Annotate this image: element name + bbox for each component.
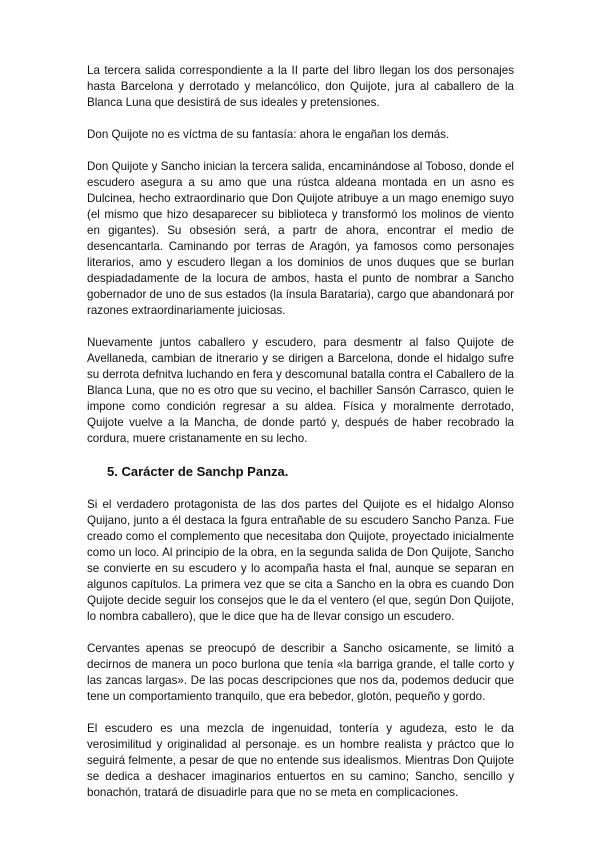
paragraph-sancho-personality: El escudero es una mezcla de ingenuidad, tontería y agudeza, esto le da verosimilitud y originalidad al personaje. es un hombre realista y práctco que lo seguirá felmente, a pesar de que no entende sus idealismos. Mientras Don Quijote se dedica a deshacer imaginarios entuertos en su camino; Sancho, sencillo y bonachón, tratará de disuadirle para que no se meta en complicaciones. — [87, 722, 514, 799]
paragraph-final-defeat: Nuevamente juntos caballero y escudero, para desmentr al falso Quijote de Avellaneda, cambian de itnerario y se dirigen a Barcelona, donde el hidalgo sufre su derrota defnitva luchando en fera y descomunal batalla contra el Caballero de la Blanca Luna, que no es otro que su vecino, el bachiller Sansón Carrasco, quien le impone como condición regresar a su aldea. Física y moralmente derrotado, Quijote vuelve a la Mancha, de donde partó y, después de haber recobrado la cordura, muere cristanamente en su lecho. — [87, 336, 514, 445]
document-page — [87, 63, 514, 817]
section-heading-sancho-character: 5. Carácter de Sanchp Panza. — [107, 464, 289, 479]
paragraph-sancho-physical-description: Cervantes apenas se preocupó de describir a Sancho osicamente, se limitó a decirnos de manera un poco burlona que tenía «la barriga grande, el talle corto y las zancas largas». De las pocas descripciones que nos da, podemos deducir que tene un comportamiento tranquilo, que era bebedor, glotón, pequeño y gordo. — [87, 642, 514, 703]
paragraph-third-outing-journey: Don Quijote y Sancho inician la tercera salida, encaminándose al Toboso, donde el escudero asegura a su amo que una rústca aldeana montada en un asno es Dulcinea, hecho extraordinario que Don Quijote atribuye a un mago enemigo suyo (el mismo que hizo desaparecer su biblioteca y transformó los molinos de viento en gigantes). Su obsesión será, a partr de ahora, encontrar el medio de desencantarla. Caminando por terras de Aragón, ya famosos como personajes literarios, amo y escudero llegan a los dominios de unos duques que se burlan despiadadamente de la locura de ambos, hasta el punto de nombrar a Sancho gobernador de uno de sus estados (la ínsula Barataria), cargo que abandonará por razones extraordinariamente juiciosas. — [87, 160, 514, 317]
paragraph-victim-of-fantasy: Don Quijote no es víctma de su fantasía: ahora le engañan los demás. — [87, 128, 450, 141]
paragraph-sancho-introduction: Si el verdadero protagonista de las dos partes del Quijote es el hidalgo Alonso Quijano, junto a él destaca la fgura entrañable de su escudero Sancho Panza. Fue creado como el complemento que necesitaba don Quijote, proyectado inicialmente como un loco. Al principio de la obra, en la segunda salida de Don Quijote, Sancho se convierte en su escudero y lo acompaña hasta el fnal, aunque se separan en algunos capítulos. La primera vez que se cita a Sancho en la obra es cuando Don Quijote decide seguir los consejos que le da el ventero (el que, según Don Quijote, lo nombra caballero), que le dice que ha de llevar consigo un escudero. — [87, 498, 514, 623]
paragraph-third-outing-summary: La tercera salida correspondiente a la II parte del libro llegan los dos personajes hasta Barcelona y derrotado y melancólico, don Quijote, jura al caballero de la Blanca Luna que desistirá de sus ideales y pretensiones. — [87, 64, 514, 109]
